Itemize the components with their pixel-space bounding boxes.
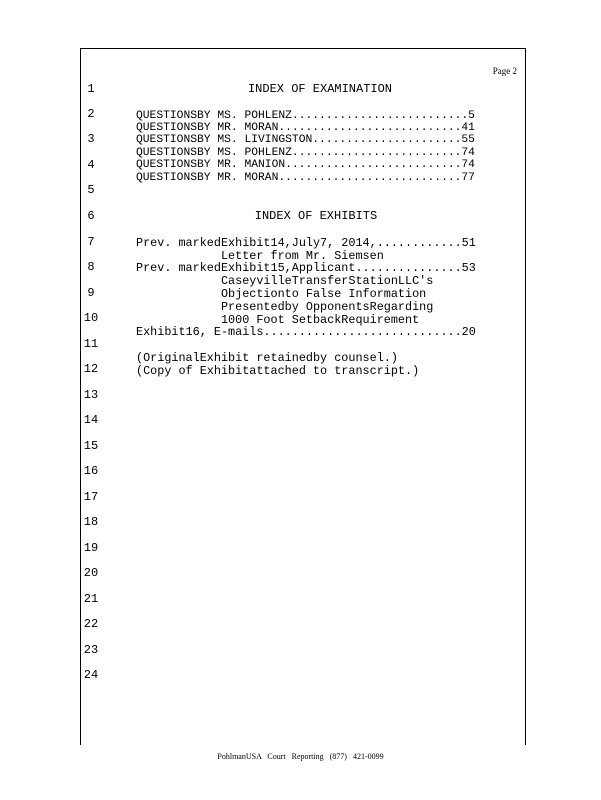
examination-entry: QUESTIONSBY MR. MANION..........................74 (136, 159, 475, 171)
exhibit-line: Prev. markedExhibit15,Applicant...............53 (136, 261, 476, 275)
line-number: 9 (87, 286, 95, 300)
line-number: 12 (83, 362, 99, 376)
examination-entry: QUESTIONSBY MS. LIVINGSTON......................55 (136, 134, 475, 146)
line-number: 18 (83, 515, 99, 529)
line-number: 4 (87, 158, 95, 172)
examination-entry: QUESTIONSBY MR. MORAN...........................41 (136, 122, 475, 134)
line-number: 14 (83, 413, 99, 427)
examination-entry: QUESTIONSBY MR. MORAN...........................77 (136, 172, 475, 184)
examination-entry: QUESTIONSBY MS. POHLENZ.........................74 (136, 147, 475, 159)
line-number: 19 (83, 541, 99, 555)
exhibit-line: Presentedby OpponentsRegarding (136, 300, 434, 314)
line-number: 17 (83, 490, 99, 504)
page-number: Page 2 (492, 66, 517, 76)
examination-index-title: INDEX OF EXAMINATION (247, 82, 393, 96)
exhibit-line: Letter from Mr. Siemsen (136, 249, 384, 263)
line-number: 21 (83, 592, 99, 606)
exhibit-line: 1000 Foot SetbackRequirement (136, 313, 420, 327)
line-number: 7 (87, 235, 95, 249)
exhibits-index-title: INDEX OF EXHIBITS (254, 209, 378, 223)
line-number: 24 (83, 668, 99, 682)
line-number: 10 (83, 311, 99, 325)
line-number: 20 (83, 566, 99, 580)
line-number: 23 (83, 643, 99, 657)
exhibit-note: (OriginalExhibit retainedby counsel.) (136, 351, 398, 365)
examination-entry: QUESTIONSBY MS. POHLENZ..........................5 (136, 110, 475, 122)
line-number: 6 (87, 209, 95, 223)
line-number: 16 (83, 464, 99, 478)
exhibit-line: Exhibit16, E-mails............................20 (136, 325, 476, 339)
line-number: 15 (83, 439, 99, 453)
line-number: 8 (87, 260, 95, 274)
exhibit-line: Objectionto False Information (136, 287, 427, 301)
line-number: 5 (87, 183, 95, 197)
line-number: 3 (87, 132, 95, 146)
line-number: 1 (87, 82, 95, 96)
line-number: 22 (83, 617, 99, 631)
page-footer: PohlmanUSA Court Reporting (877) 421-0099 (217, 752, 384, 761)
line-number: 13 (83, 388, 99, 402)
exhibit-line: Prev. markedExhibit14,July7, 2014,............51 (136, 236, 476, 250)
line-number: 11 (83, 337, 99, 351)
line-number: 2 (87, 107, 95, 121)
exhibit-line: CaseyvilleTransferStationLLC's (136, 274, 434, 288)
exhibit-note: (Copy of Exhibitattached to transcript.) (136, 364, 420, 378)
